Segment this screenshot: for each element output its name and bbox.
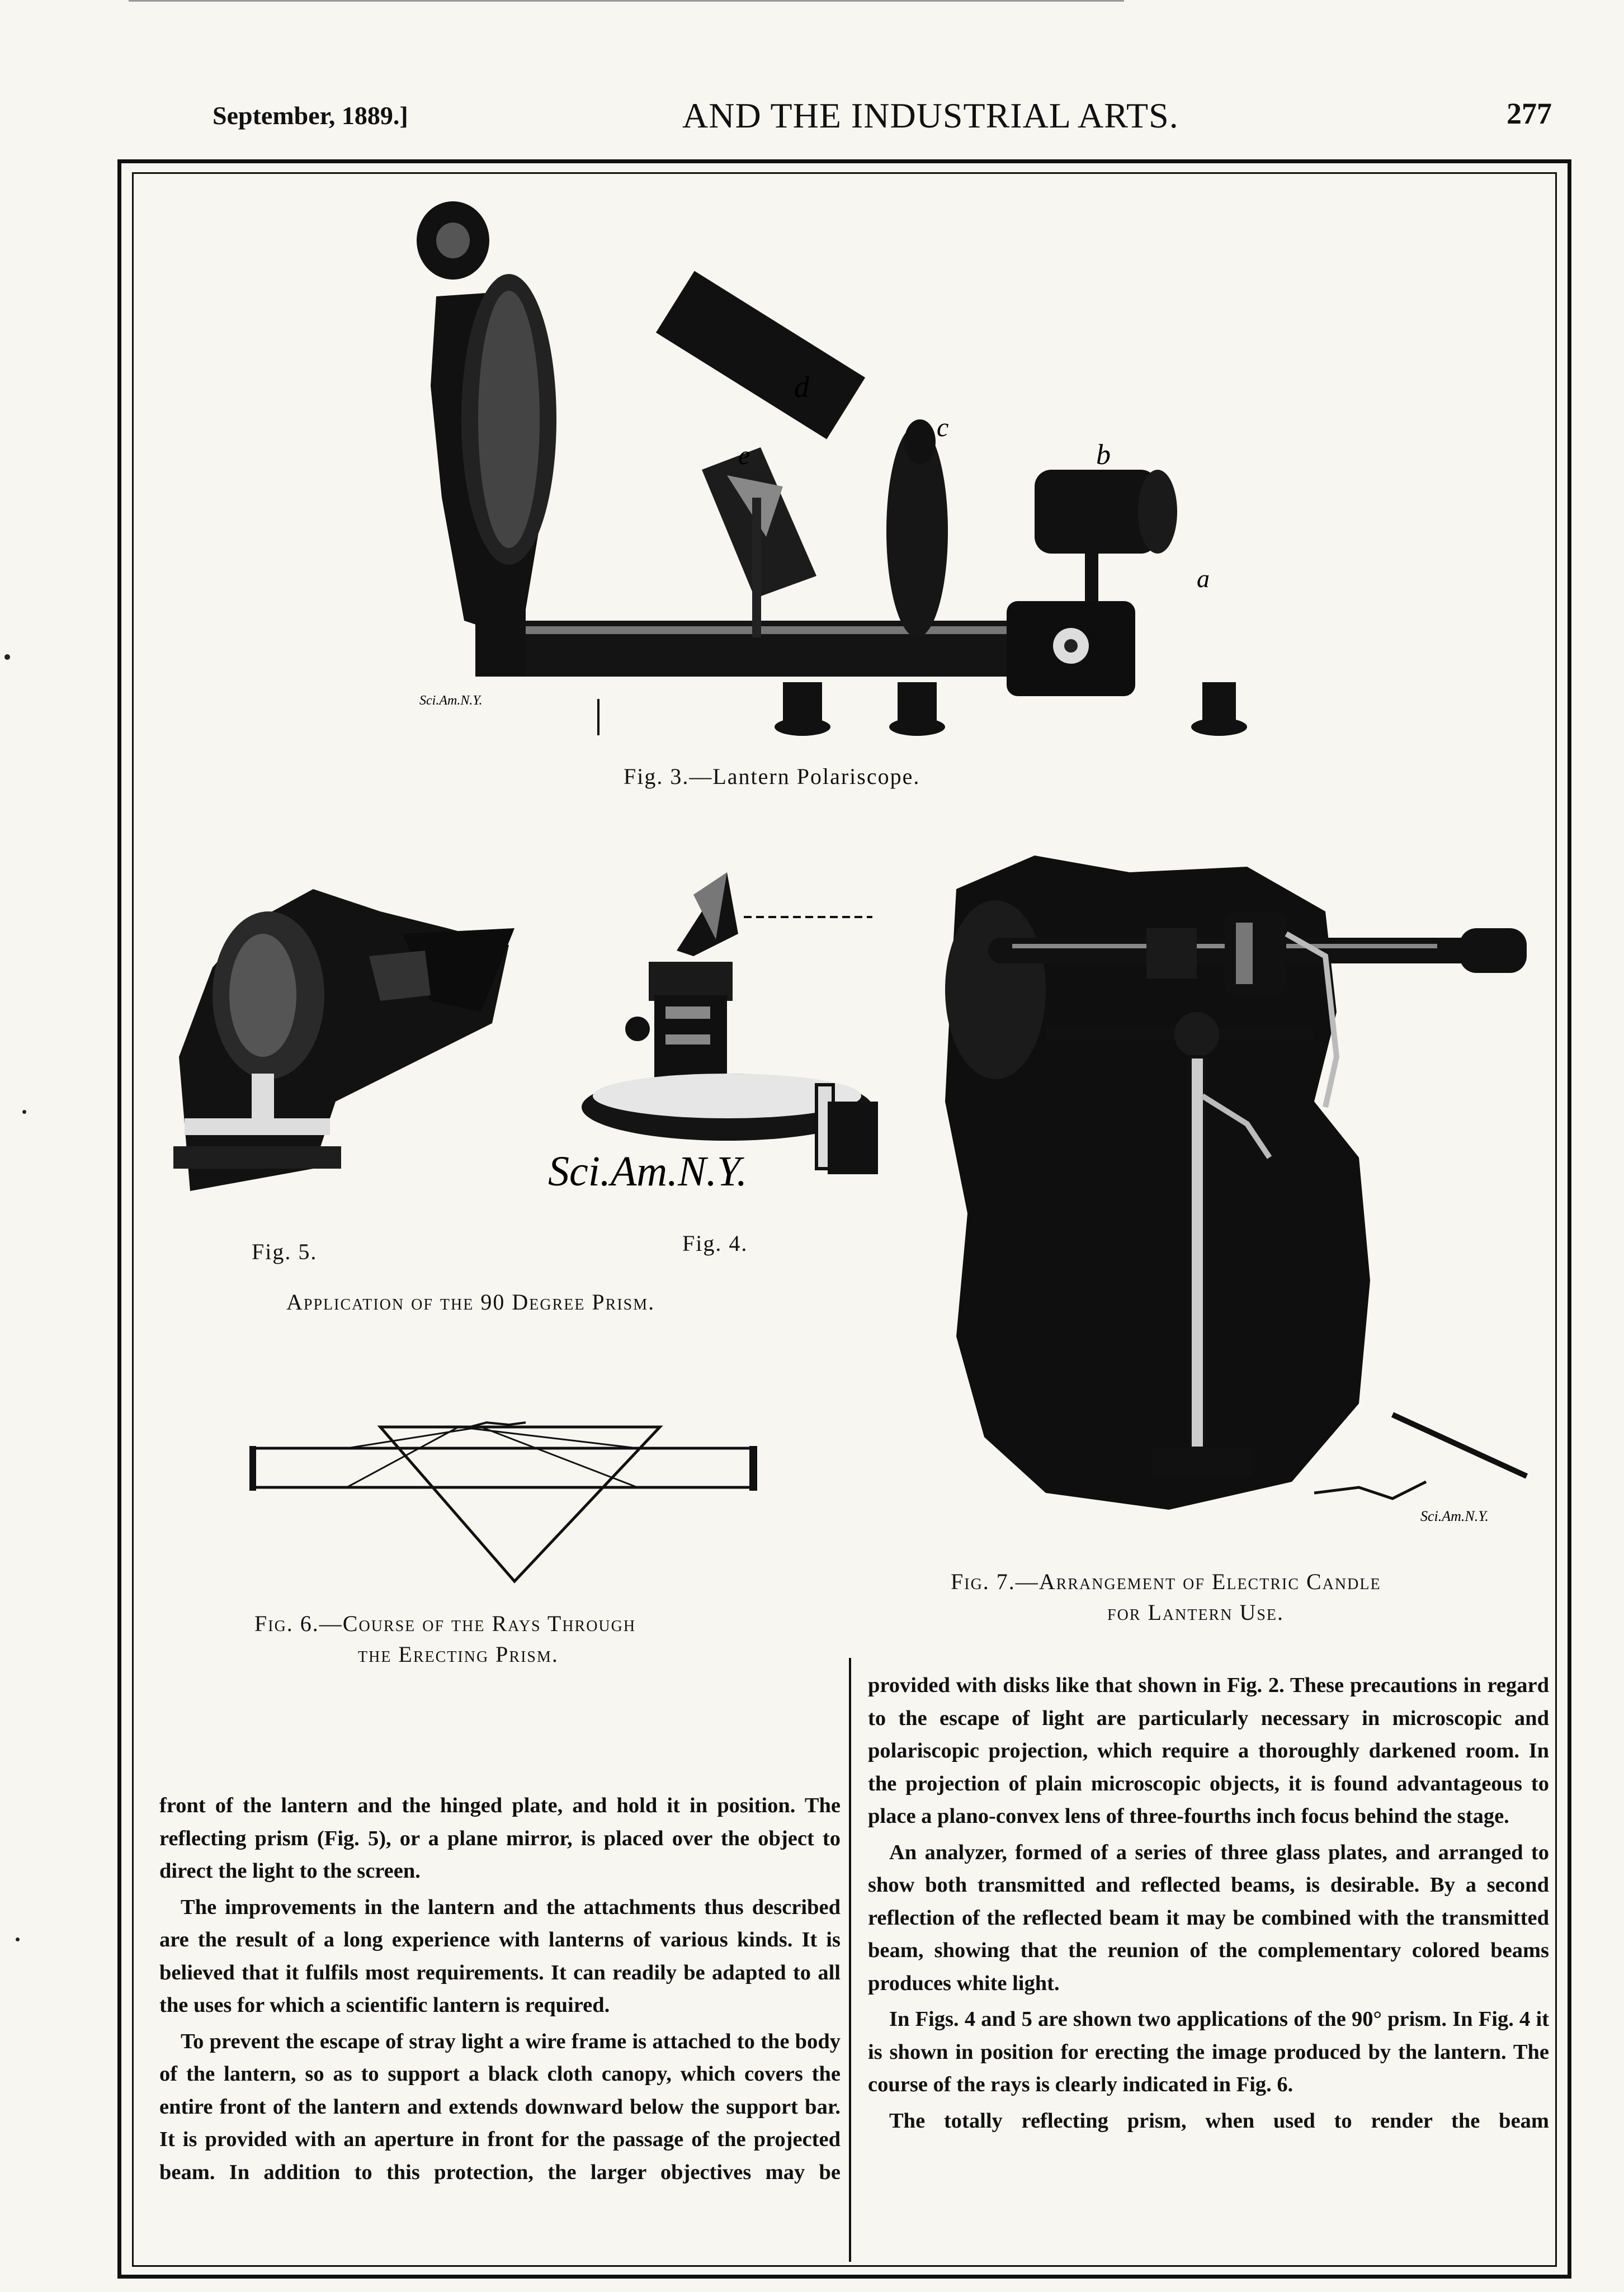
running-head [213, 96, 1552, 145]
fig3-label-b: b [1096, 439, 1111, 471]
figure-3-caption: Fig. 3.—Lantern Polariscope. [624, 764, 920, 789]
figure-7-engraving [934, 844, 1538, 1543]
margin-speck [4, 654, 10, 660]
left-paragraph-1: front of the lantern and the hinged plate, and hold it in position. The reflecting prism (Fig. 5), or a plane mirror, is placed over the object to direct the light to the screen. [159, 1794, 841, 1883]
figure-7-caption-line2: for Lantern Use. [1107, 1600, 1285, 1625]
column-rule [849, 1658, 851, 2262]
header-title: AND THE INDUSTRIAL ARTS. [682, 96, 1179, 135]
figure-6-diagram [246, 1415, 766, 1588]
right-paragraph-2: An analyzer, formed of a series of three glass plates, and arranged to show both transmitted and reflected beams, is desirable. By a second reflection of the reflected beam it may be combined with the transmitted beam, showing that the reunion of the complementary colored beams produces white light. [868, 1840, 1549, 1995]
right-column-text [868, 1669, 1549, 2137]
fig3-label-c: c [937, 413, 949, 442]
figure-5-label: Fig. 5. [252, 1239, 318, 1264]
fig3-label-e: e [738, 441, 750, 470]
right-paragraph-4: The totally reflecting prism, when used to render the beam [889, 2109, 1549, 2133]
top-edge-rule [129, 0, 1124, 2]
margin-speck [16, 1937, 20, 1941]
figure-4-engraving [582, 861, 895, 1174]
left-column-text [159, 1789, 841, 2189]
figure-3-engraving [391, 185, 1309, 766]
fig45-signature-text: Sci.Am.N.Y. [548, 1148, 748, 1195]
margin-speck [22, 1110, 26, 1114]
figure-6-caption-line1: Fig. 6.—Course of the Rays Through [254, 1611, 636, 1636]
figure-7-caption-line1: Fig. 7.—Arrangement of Electric Candle [951, 1569, 1381, 1594]
figure-4-5-signature [548, 1130, 748, 1213]
figure-6-caption-line2: the Erecting Prism. [358, 1642, 559, 1667]
fig3-label-a: a [1197, 564, 1210, 593]
figure-5-engraving [168, 856, 526, 1202]
right-paragraph-3: In Figs. 4 and 5 are shown two applications of the 90° prism. In Fig. 4 it is shown in position for erecting the image produced by the lantern. The course of the rays is clearly indicated in Fig. 6. [868, 2007, 1549, 2096]
fig3-engraver-mark: Sci.Am.N.Y. [419, 693, 483, 708]
fig3-label-d: d [794, 370, 809, 404]
page-number: 277 [1507, 97, 1552, 130]
left-paragraph-2: The improvements in the lantern and the attachments thus described are the result of a long experience with lanterns of various kinds. It is believed that it fulfils most requirements. It can readily be adapted to all the uses for which a scientific lantern is required. [159, 1895, 841, 2017]
figure-4-label: Fig. 4. [682, 1231, 748, 1256]
figure-4-5-caption: Application of the 90 Degree Prism. [286, 1289, 655, 1315]
right-paragraph-1: provided with disks like that shown in Fig. 2. These precautions in regard to the escape of light are particularly necessary in microscopic and polariscopic projection, which require a thoroughly darkened room. In the projection of plain microscopic objects, it is found advantageous to place a plano-convex lens of three-fourths inch focus behind the stage. [868, 1674, 1549, 1828]
fig7-engraver-mark: Sci.Am.N.Y. [1420, 1508, 1489, 1524]
left-paragraph-3: To prevent the escape of stray light a wire frame is attached to the body of the lantern, so as to support a black cloth canopy, which covers the entire front of the lantern and extends downward below the support bar. It is provided with an aperture in front for the passage of the projected beam. In addition to this protection, the larger objectives may be [159, 2029, 841, 2184]
header-date: September, 1889.] [213, 101, 408, 130]
